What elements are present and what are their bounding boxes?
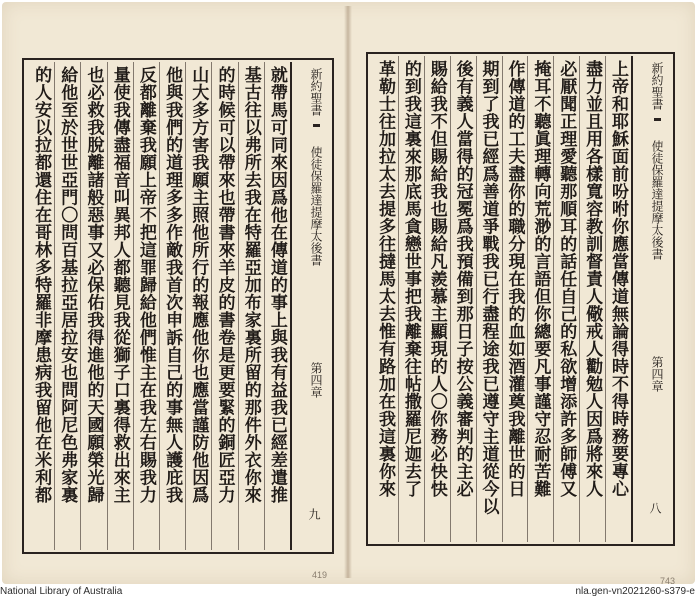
right-column-rule	[476, 56, 477, 542]
left-header-separator	[290, 62, 292, 550]
right-book-title: 新約聖書	[650, 62, 664, 110]
right-text-column: 盡力並且用各樣寬容教訓督責人儆戒人勸勉人因爲將來人	[582, 60, 603, 498]
right-column-rule	[424, 56, 425, 542]
right-text-column: 掩耳不聽眞理轉向荒渺的言語但你總要凡事謹守忍耐苦難	[530, 60, 551, 498]
footer-identifier: nla.gen-vn2021260-s379-e	[575, 586, 695, 597]
left-text-column: 量使我傳盡福音叫異邦人都聽見我從獅子口裏得救出來主	[109, 66, 130, 504]
left-text-column: 反都離棄我願上帝不把這罪歸給他們惟主在我左右賜我力	[135, 66, 156, 504]
right-text-column: 上帝和耶穌面前吩咐你應當傳道無論得時不得時務要專心	[608, 60, 629, 498]
right-column-rule	[398, 56, 399, 542]
left-book-title: 新約聖書	[309, 68, 323, 116]
right-text-column: 期到了我已經爲善道爭戰我已行盡程途我已遵守主道從今以	[478, 60, 499, 515]
right-column-rule	[553, 56, 554, 542]
left-text-column: 就帶馬可同來因爲他在傳道的事上與我有益我已經差遣推	[266, 66, 287, 504]
left-text-column: 基古往以弗所去我在特羅亞加布家裏所留的那件外衣你來	[240, 66, 261, 504]
left-column-rule	[211, 62, 212, 550]
left-chapter-label: 第四章	[309, 362, 323, 398]
left-text-column: 的時候可以帶來也帶書來羊皮的書卷是更要緊的銅匠亞力	[214, 66, 235, 504]
right-page-frame	[366, 52, 675, 546]
right-text-column: 革勒士往加拉太去提多往撻馬太去惟有路加在我這裏你來	[374, 60, 395, 498]
left-column-rule	[80, 62, 81, 550]
right-column-rule	[579, 56, 580, 542]
left-text-column: 也必救我脫離諸般惡事又必保佑我得進他的天國願榮光歸	[83, 66, 104, 504]
right-pencil-note: 743	[660, 576, 676, 586]
left-pencil-note: 419	[312, 570, 328, 580]
left-column-rule	[264, 62, 265, 550]
left-column-rule	[107, 62, 108, 550]
footer-library-name: National Library of Australia	[0, 586, 123, 597]
left-column-rule	[185, 62, 186, 550]
left-text-column: 的人安以拉都還住在哥林多特羅非摩患病我留他在米利都	[31, 66, 52, 504]
left-page-frame	[22, 58, 334, 554]
right-chapter-label: 第四章	[650, 356, 664, 392]
left-epistle-title: 使徒保羅達提摩太後書	[309, 146, 323, 266]
right-column-rule	[527, 56, 528, 542]
right-text-column: 必厭聞正理愛聽那順耳的話任自己的私欲增添許多師傅又	[556, 60, 577, 498]
right-column-rule	[502, 56, 503, 542]
right-page-number: 八	[648, 502, 662, 514]
right-header-marker	[654, 118, 661, 121]
right-column-rule	[605, 56, 606, 542]
right-header-separator	[631, 56, 633, 542]
left-column-rule	[238, 62, 239, 550]
book-gutter	[344, 6, 352, 578]
left-column-rule	[159, 62, 160, 550]
left-text-column: 給他至於世世亞門〇問百基拉亞居拉安也問阿尼色弗家裏	[57, 66, 78, 504]
right-text-column: 賜給我不但賜給我也賜給凡羨慕主顯現的人〇你務必快快	[426, 60, 447, 498]
left-header-marker	[313, 124, 320, 127]
right-column-rule	[450, 56, 451, 542]
right-text-column: 作傳道的工夫盡你的職分現在我的血如酒灌奠我離世的日	[504, 60, 525, 498]
left-column-rule	[133, 62, 134, 550]
right-text-column: 後有義人當得的冠冕爲我預備到那日子按公義審判的主必	[452, 60, 473, 498]
right-epistle-title: 使徒保羅達提摩太後書	[650, 140, 664, 260]
right-text-column: 的到我這裏來那底馬貪戀世事把我離棄往帖撒羅尼迦去了	[400, 60, 421, 498]
left-text-column: 山大多方害我願主照他所行的報應他你也應當謹防他因爲	[188, 66, 209, 504]
left-page-number: 九	[307, 508, 321, 520]
left-column-rule	[54, 62, 55, 550]
left-text-column: 他與我們的道理多多作敵我首次申訴自己的事無人護庇我	[162, 66, 183, 504]
